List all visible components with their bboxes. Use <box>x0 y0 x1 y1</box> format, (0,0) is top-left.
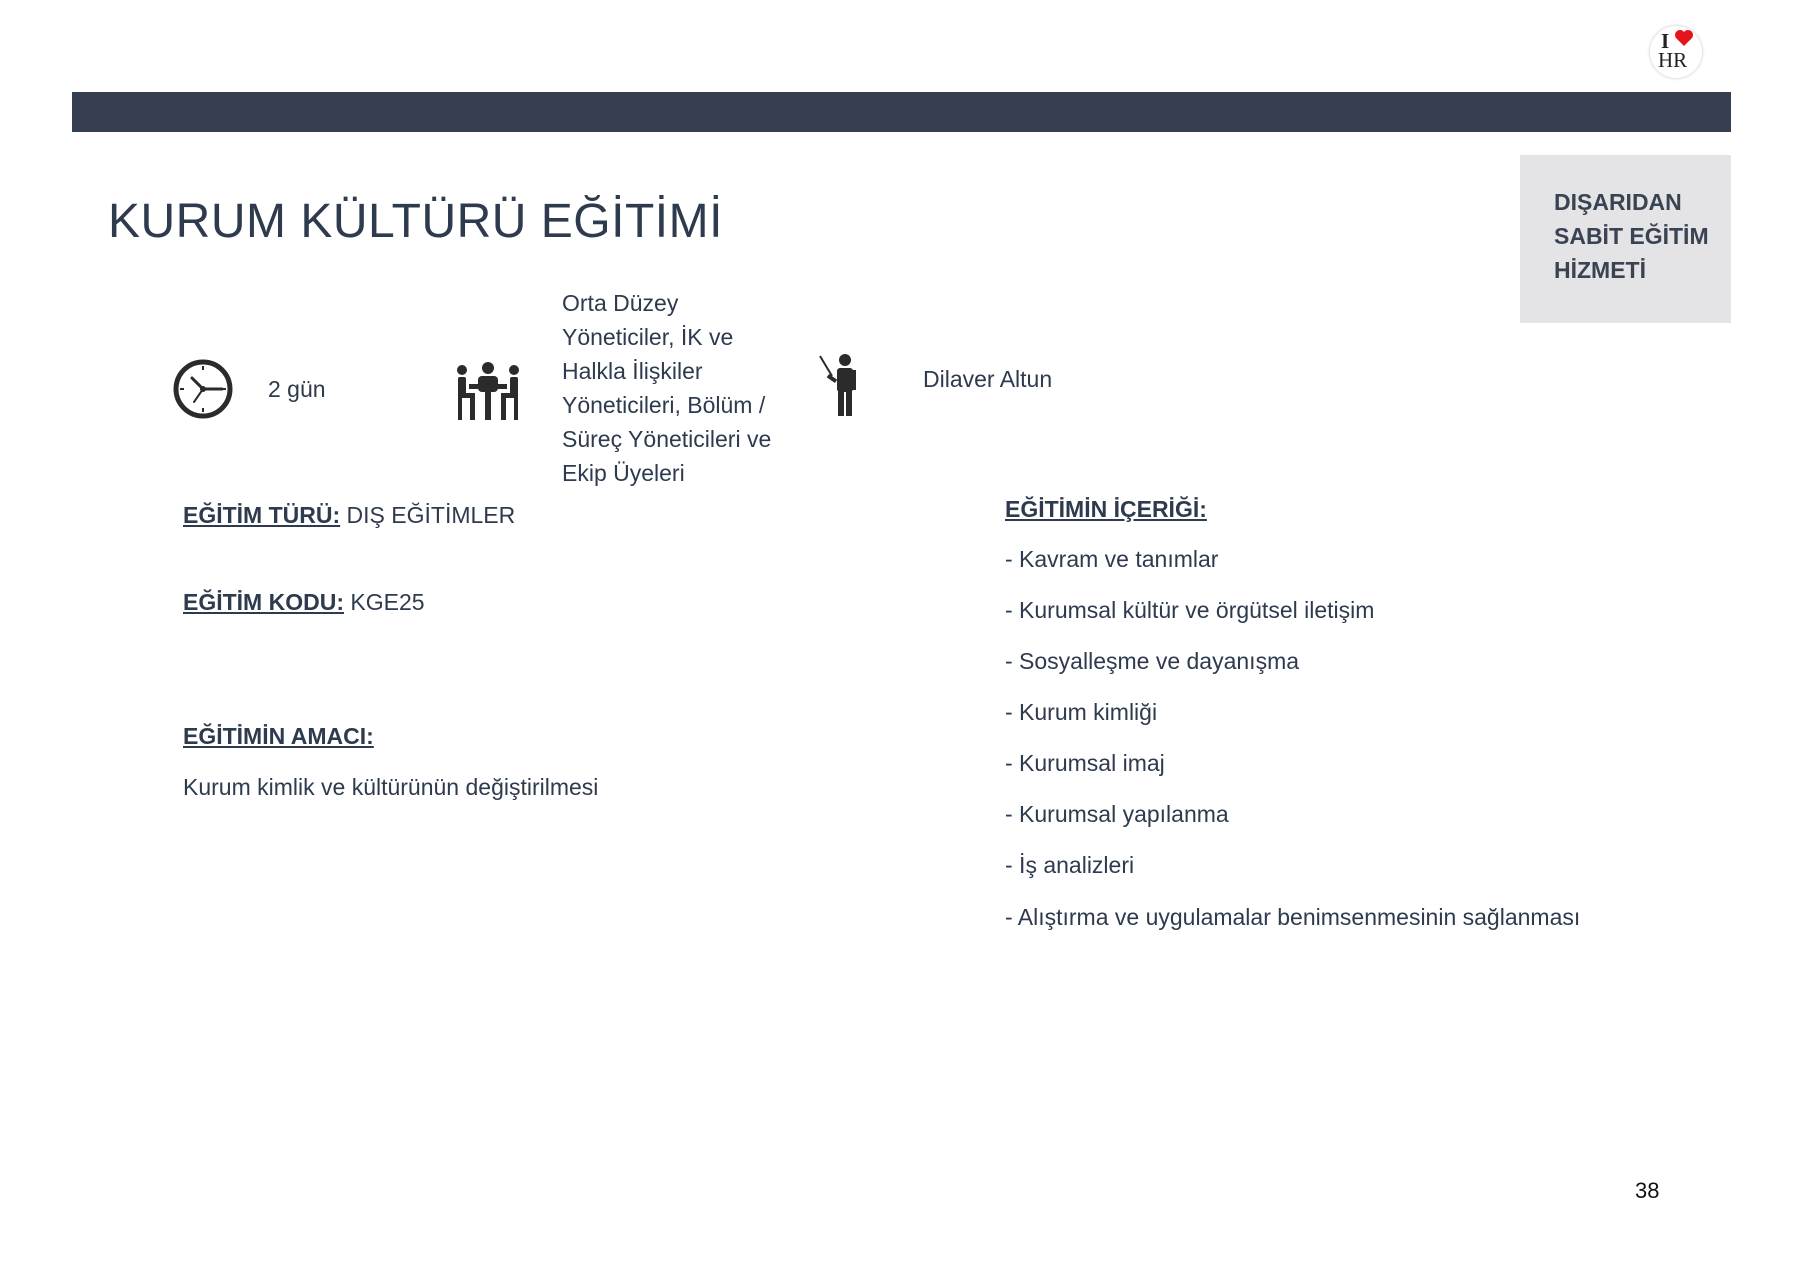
presenter-icon <box>818 352 864 416</box>
meeting-icon <box>455 360 521 422</box>
logo-letters-hr: HR <box>1658 48 1688 72</box>
list-item: - Kurumsal imaj <box>1005 750 1165 776</box>
service-type-badge <box>1520 155 1731 323</box>
list-item: - Kavram ve tanımlar <box>1005 546 1219 572</box>
badge-line: HİZMETİ <box>1554 257 1646 283</box>
badge-line: SABİT EĞİTİM <box>1554 223 1709 249</box>
trainer-name: Dilaver Altun <box>923 366 1053 392</box>
training-code <box>183 589 425 616</box>
training-type-label: EĞİTİM TÜRÜ: <box>183 502 341 528</box>
training-purpose-heading <box>183 723 374 750</box>
page-number: 38 <box>1635 1178 1660 1203</box>
audience-line: Orta Düzey <box>562 290 679 316</box>
list-item: - Kurum kimliği <box>1005 699 1158 725</box>
training-type <box>183 502 515 529</box>
training-purpose-text: Kurum kimlik ve kültürünün değiştirilmesi <box>183 774 599 800</box>
audience-line: Ekip Üyeleri <box>562 460 685 486</box>
logo-letter-i: I <box>1661 29 1670 53</box>
page-title: KURUM KÜLTÜRÜ EĞİTİMİ <box>108 195 723 248</box>
list-item: - Kurumsal yapılanma <box>1005 801 1229 827</box>
training-code-label: EĞİTİM KODU: <box>183 589 344 615</box>
training-content-heading <box>1005 496 1207 523</box>
audience-line: Süreç Yöneticileri ve <box>562 426 772 452</box>
training-purpose-label: EĞİTİMİN AMACI: <box>183 723 374 749</box>
list-item: - Kurumsal kültür ve örgütsel iletişim <box>1005 597 1375 623</box>
audience-text <box>562 286 802 490</box>
list-item: - Sosyalleşme ve dayanışma <box>1005 648 1300 674</box>
badge-line: DIŞARIDAN <box>1554 189 1682 215</box>
training-content-label: EĞİTİMİN İÇERİĞİ: <box>1005 496 1207 522</box>
audience-line: Yöneticileri, Bölüm / <box>562 392 766 418</box>
audience-line: Yöneticiler, İK ve <box>562 324 734 350</box>
training-type-value: DIŞ EĞİTİMLER <box>340 502 516 528</box>
header-bar <box>72 92 1731 132</box>
clock-icon <box>172 358 234 420</box>
duration-text: 2 gün <box>268 376 326 402</box>
training-code-value: KGE25 <box>344 589 425 615</box>
i-love-hr-logo <box>1650 26 1702 78</box>
heart-icon <box>1674 29 1694 47</box>
audience-line: Halkla İlişkiler <box>562 358 703 384</box>
list-item: - Alıştırma ve uygulamalar benimsenmesinin sağlanması <box>1005 904 1581 930</box>
list-item: - İş analizleri <box>1005 852 1135 878</box>
